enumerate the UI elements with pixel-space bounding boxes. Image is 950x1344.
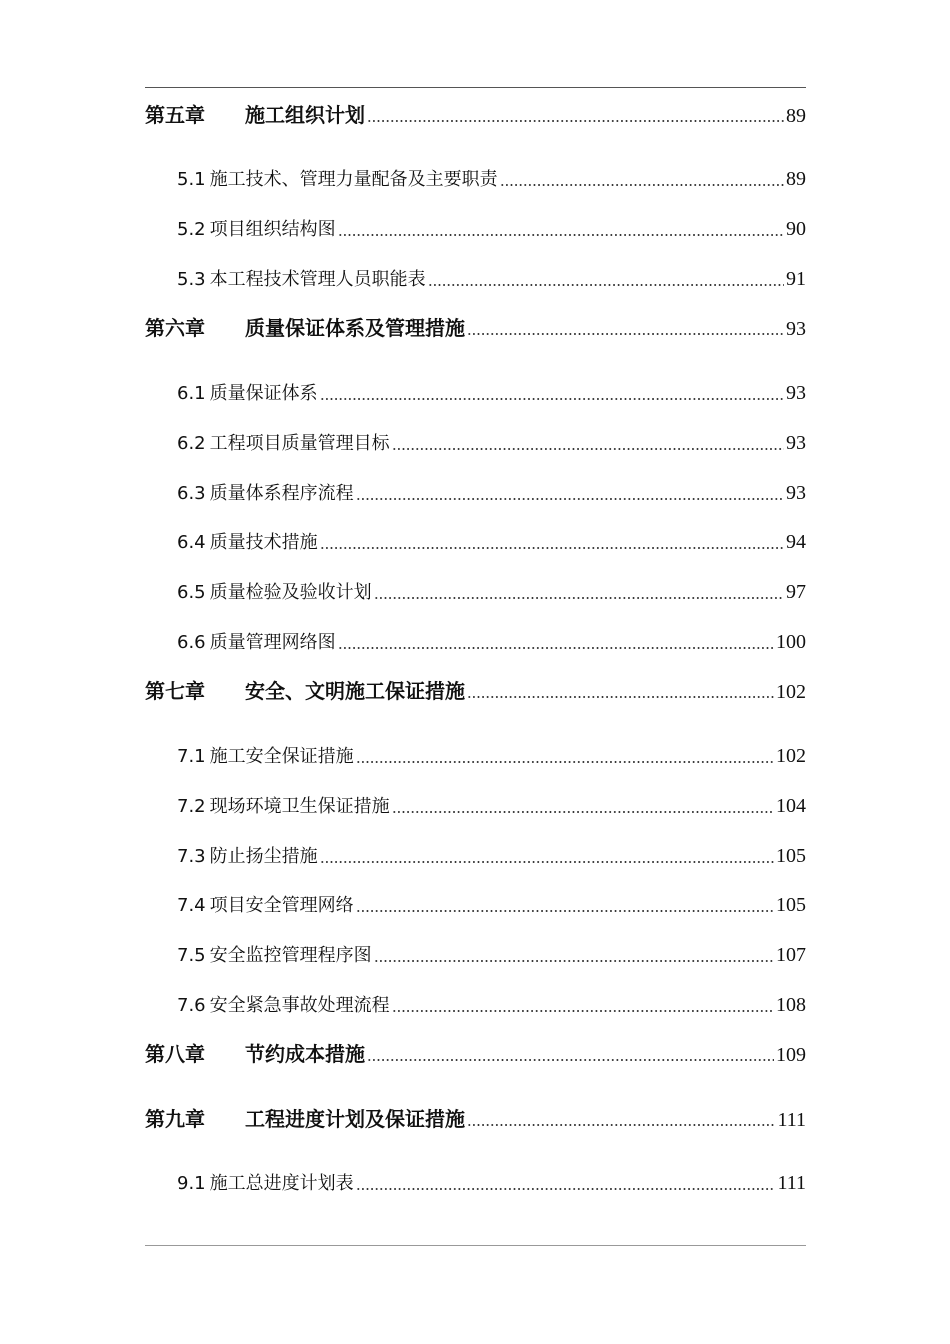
toc-entry-page-number: 108 [776, 994, 806, 1016]
toc-section-entry[interactable] [177, 990, 806, 1020]
toc-entry-page-number: 97 [786, 581, 806, 603]
toc-entry-title: 安全紧急事故处理流程 [209, 995, 390, 1016]
toc-entry-title: 施工总进度计划表 [209, 1173, 354, 1194]
toc-entry-page-number: 102 [776, 681, 806, 703]
toc-entry-number: 7.6 [177, 995, 206, 1016]
toc-section-entry[interactable] [177, 627, 806, 657]
toc-entry-page-number: 93 [786, 482, 806, 504]
toc-entry-page-number: 89 [786, 105, 806, 127]
footer-rule [145, 1245, 806, 1246]
toc-section-entry[interactable] [177, 428, 806, 458]
toc-section-entry[interactable] [177, 890, 806, 920]
dot-leader [338, 647, 774, 649]
dot-leader [356, 498, 784, 500]
toc-entry-number: 7.3 [177, 846, 206, 867]
dot-leader [467, 696, 774, 698]
toc-entry-page-number: 111 [777, 1172, 806, 1194]
dot-leader [367, 1059, 774, 1061]
toc-entry-title: 质量检验及验收计划 [209, 582, 372, 603]
dot-leader [320, 547, 784, 549]
toc-entry-number: 6.2 [177, 433, 206, 454]
toc-entry-title: 工程项目质量管理目标 [209, 433, 390, 454]
toc-entry-page-number: 93 [786, 318, 806, 340]
dot-leader [320, 861, 774, 863]
toc-entry-title: 项目安全管理网络 [209, 895, 354, 916]
toc-entry-title: 安全监控管理程序图 [209, 945, 372, 966]
toc-entry-number: 第八章 [145, 1042, 205, 1066]
toc-entry-number: 7.4 [177, 895, 206, 916]
dot-leader [392, 448, 784, 450]
toc-entry-page-number: 90 [786, 218, 806, 240]
dot-leader [500, 184, 784, 186]
toc-entry-page-number: 102 [776, 745, 806, 767]
toc-entry-number: 6.3 [177, 483, 206, 504]
toc-section-entry[interactable] [177, 264, 806, 294]
toc-entry-title: 防止扬尘措施 [209, 846, 318, 867]
toc-entry-title: 工程进度计划及保证措施 [245, 1107, 465, 1131]
toc-entry-number: 5.3 [177, 269, 206, 290]
dot-leader [367, 120, 784, 122]
toc-entry-number: 7.1 [177, 746, 206, 767]
toc-entry-number: 6.4 [177, 532, 206, 553]
toc-entry-page-number: 91 [786, 268, 806, 290]
toc-entry-number: 9.1 [177, 1173, 206, 1194]
toc-entry-page-number: 89 [786, 168, 806, 190]
toc-entry-number: 7.5 [177, 945, 206, 966]
dot-leader [467, 333, 784, 335]
toc-entry-page-number: 107 [776, 944, 806, 966]
toc-entry-title: 质量体系程序流程 [209, 483, 354, 504]
toc-entry-number: 5.2 [177, 219, 206, 240]
toc-chapter-entry[interactable] [145, 313, 806, 343]
toc-entry-title: 安全、文明施工保证措施 [245, 679, 465, 703]
toc-section-entry[interactable] [177, 164, 806, 194]
toc-section-entry[interactable] [177, 1168, 806, 1198]
toc-chapter-entry[interactable] [145, 1104, 806, 1134]
toc-entry-page-number: 94 [786, 531, 806, 553]
toc-entry-number: 5.1 [177, 169, 206, 190]
toc-entry-number: 7.2 [177, 796, 206, 817]
toc-entry-page-number: 111 [777, 1109, 806, 1131]
dot-leader [320, 398, 784, 400]
toc-entry-title: 项目组织结构图 [209, 219, 336, 240]
dot-leader [356, 761, 774, 763]
toc-entry-title: 施工技术、管理力量配备及主要职责 [209, 169, 498, 190]
toc-entry-title: 质量保证体系及管理措施 [245, 316, 465, 340]
toc-entry-title: 节约成本措施 [245, 1042, 365, 1066]
toc-entry-title: 施工安全保证措施 [209, 746, 354, 767]
dot-leader [467, 1124, 775, 1126]
toc-entry-title: 质量保证体系 [209, 383, 318, 404]
toc-chapter-entry[interactable] [145, 1039, 806, 1069]
toc-chapter-entry[interactable] [145, 676, 806, 706]
toc-entry-page-number: 93 [786, 432, 806, 454]
toc-section-entry[interactable] [177, 791, 806, 821]
toc-section-entry[interactable] [177, 940, 806, 970]
toc-entry-page-number: 105 [776, 845, 806, 867]
toc-entry-title: 质量管理网络图 [209, 632, 336, 653]
dot-leader [356, 910, 774, 912]
toc-section-entry[interactable] [177, 378, 806, 408]
toc-section-entry[interactable] [177, 478, 806, 508]
toc-entry-number: 6.1 [177, 383, 206, 404]
toc-section-entry[interactable] [177, 841, 806, 871]
toc-entry-title: 质量技术措施 [209, 532, 318, 553]
toc-entry-page-number: 93 [786, 382, 806, 404]
toc-entry-page-number: 105 [776, 894, 806, 916]
dot-leader [374, 597, 784, 599]
header-rule [145, 87, 806, 88]
toc-entry-title: 施工组织计划 [245, 103, 365, 127]
dot-leader [374, 960, 774, 962]
toc-section-entry[interactable] [177, 741, 806, 771]
toc-entry-number: 第五章 [145, 103, 205, 127]
dot-leader [356, 1188, 776, 1190]
toc-section-entry[interactable] [177, 577, 806, 607]
toc-section-entry[interactable] [177, 527, 806, 557]
toc-entry-number: 6.6 [177, 632, 206, 653]
toc-entry-page-number: 109 [776, 1044, 806, 1066]
dot-leader [338, 234, 784, 236]
toc-entry-title: 现场环境卫生保证措施 [209, 796, 390, 817]
toc-entry-title: 本工程技术管理人员职能表 [209, 269, 426, 290]
toc-entry-number: 6.5 [177, 582, 206, 603]
toc-entry-number: 第六章 [145, 316, 205, 340]
dot-leader [392, 811, 774, 813]
toc-entry-page-number: 100 [776, 631, 806, 653]
toc-entry-number: 第九章 [145, 1107, 205, 1131]
dot-leader [428, 284, 784, 286]
toc-chapter-entry[interactable] [145, 100, 806, 130]
toc-entry-page-number: 104 [776, 795, 806, 817]
toc-entry-number: 第七章 [145, 679, 205, 703]
toc-section-entry[interactable] [177, 214, 806, 244]
dot-leader [392, 1010, 774, 1012]
